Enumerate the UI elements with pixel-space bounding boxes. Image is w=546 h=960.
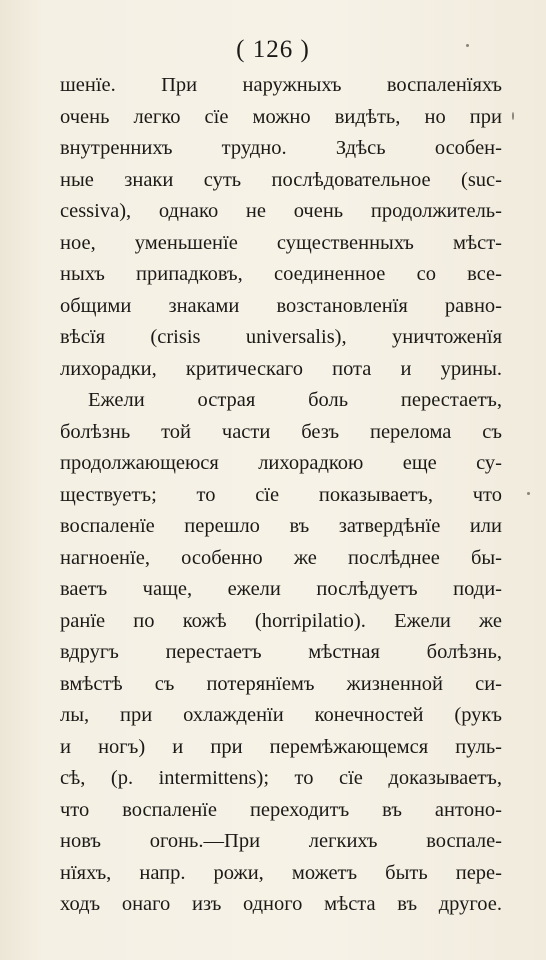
text-line: продолжающеюся лихорадкою еще су-: [60, 452, 502, 474]
text-line: нїяхъ, напр. рожи, можетъ быть пере-: [60, 861, 502, 884]
text-line: нагноенїе, особенно же послѣднее бы-: [60, 546, 502, 569]
text-line: вмѣстѣ съ потерянїемъ жизненной си-: [60, 672, 502, 695]
page-number: ( 126 ): [236, 36, 310, 63]
text-line: лы, при охлажденїи конечностей (рукъ: [60, 704, 502, 726]
text-line: шенїе. При наружныхъ воспаленїяхъ: [60, 74, 502, 96]
text-line: ранїе по кожѣ (horripilatio). Ежели же: [60, 609, 502, 632]
text-line: лихорадки, критическаго пота и урины.: [60, 357, 502, 380]
paper-speck: [466, 44, 469, 47]
paper-speck: [512, 112, 514, 120]
text-line: очень легко сїе можно видѣть, но при: [60, 105, 502, 128]
text-line: новъ огонь.—При легкихъ воспале-: [60, 830, 502, 852]
text-line: ходъ онаго изъ одного мѣста въ другое.: [60, 893, 502, 915]
text-line: ваетъ чаще, ежели послѣдуетъ поди-: [60, 578, 502, 600]
text-line: ное, уменьшенїе существенныхъ мѣст-: [60, 231, 502, 254]
text-line: вѣсїя (crisis universalis), уничтоженїя: [60, 326, 502, 348]
text-line: и ногъ) и при перемѣжающемся пуль-: [60, 735, 502, 758]
text-line: сѣ, (p. intermittens); то сїе доказываетъ,: [60, 767, 502, 789]
text-line-paragraph-start: Ежели острая боль перестаетъ,: [88, 389, 502, 411]
body-text: [60, 70, 502, 921]
paper-speck: [527, 492, 530, 495]
text-line: воспаленїе перешло въ затвердѣнїе или: [60, 515, 502, 537]
text-line: ществуетъ; то сїе показываетъ, что: [60, 483, 502, 506]
text-line: что воспаленїе переходитъ въ антоно-: [60, 798, 502, 821]
text-line: внутреннихъ трудно. Здѣсь особен-: [60, 137, 502, 159]
text-line: болѣзнь той части безъ перелома съ: [60, 420, 502, 443]
text-line: ные знаки суть послѣдовательное (suc-: [60, 168, 502, 191]
text-line: cessiva), однако не очень продолжитель-: [60, 200, 502, 222]
text-line: общими знаками возстановленїя равно-: [60, 294, 502, 317]
text-line: ныхъ припадковъ, соединенное со все-: [60, 263, 502, 285]
text-line: вдругъ перестаетъ мѣстная болѣзнь,: [60, 641, 502, 663]
